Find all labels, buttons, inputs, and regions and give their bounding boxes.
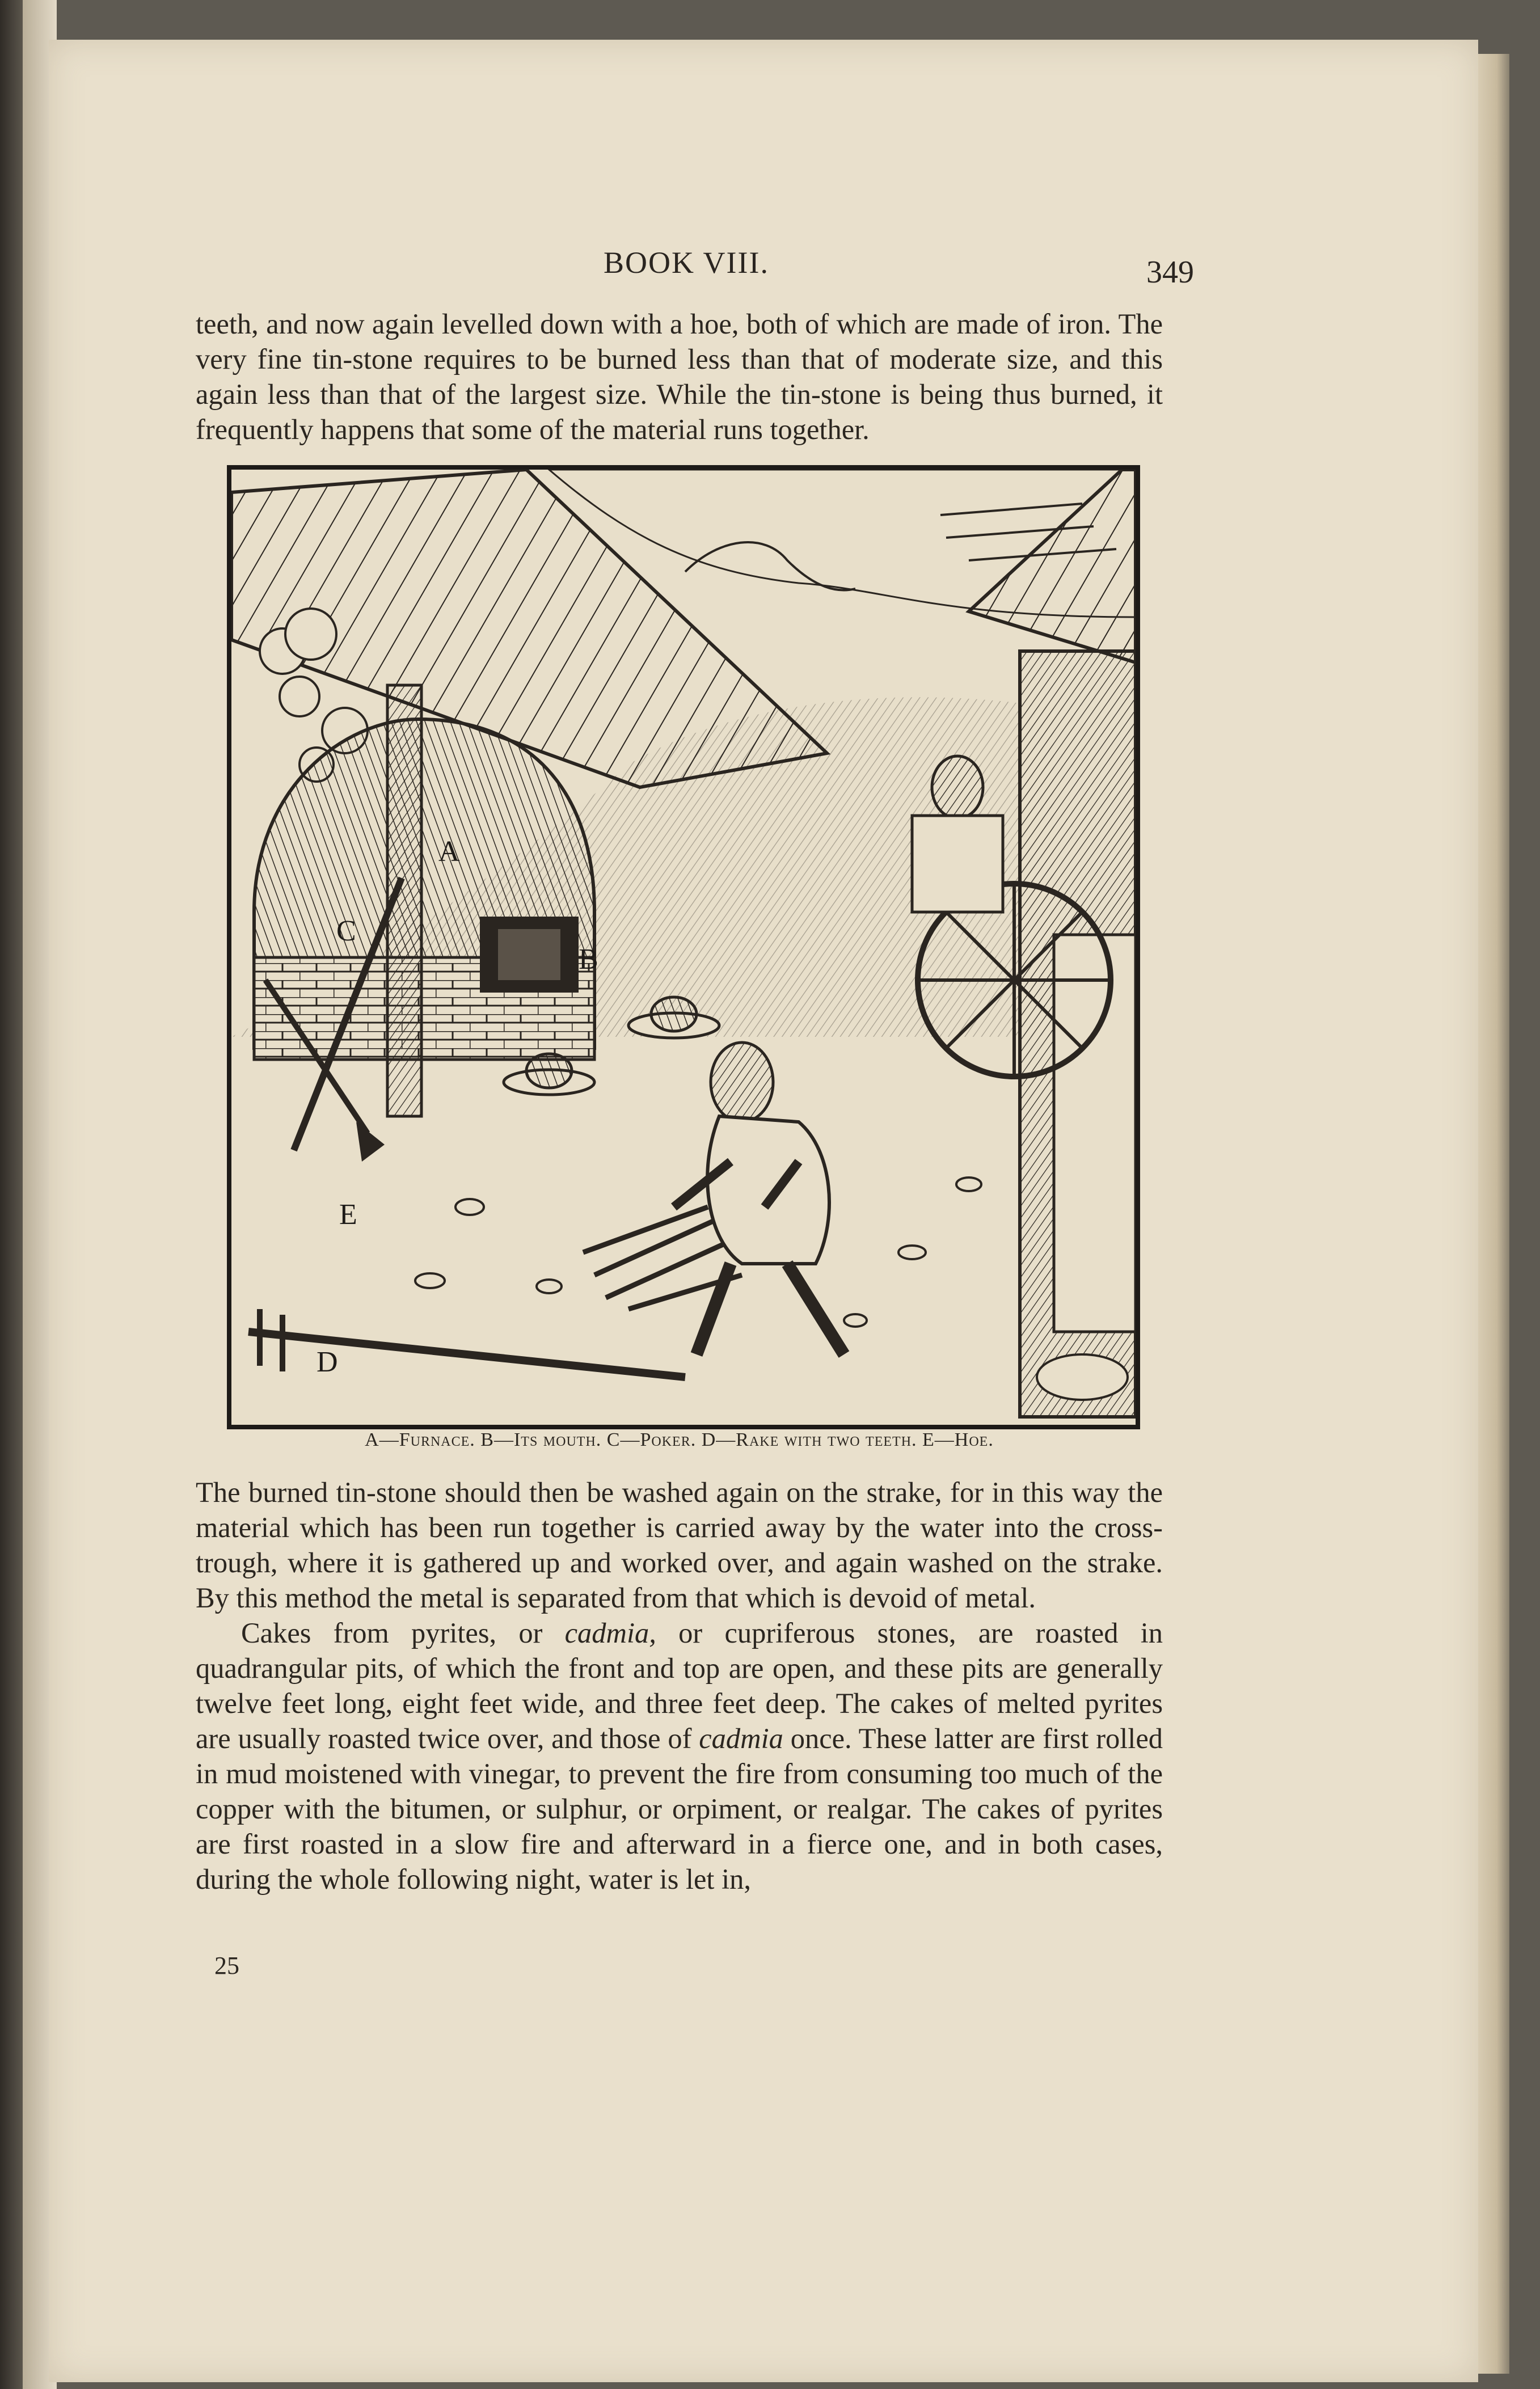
label-e: E [339,1198,357,1231]
italic-term: cadmia [699,1723,783,1754]
label-b: B [579,943,598,976]
label-a: A [438,835,460,868]
signature-mark: 25 [214,1952,239,1979]
paragraph: teeth, and now again levelled down with a hoe, both of which are made of iron. The very fine tin-stone requires to be burned less than that of moderate size, and this again less than that of the largest size. While the tin-stone is being thus burned, it frequently happens that some of the material runs together. [196,308,1163,445]
woodcut-drawing [231,470,1136,1425]
page-number: 349 [1146,255,1194,290]
running-head: BOOK VIII. [604,246,769,280]
figure-caption: A—Furnace. B—Its mouth. C—Poker. D—Rake with two teeth. E—Hoe. [365,1429,994,1450]
body-text-top [196,306,1163,447]
text-run: or cupriferous stones, are roasted in quadrangular pits, of which the front and top are open, and these pits are generally twelve feet long, eight feet wide, and three feet deep. The cakes of melted pyrites are usually roasted twice over, and those of [196,1617,1163,1754]
woodcut-illustration [227,465,1140,1429]
paragraph [196,1615,1163,1897]
label-c: C [336,915,356,947]
paragraph: The burned tin-stone should then be washed again on the strake, for in this way the material which has been run together is carried away by the water into the cross-trough, where it is gathered up and worked over, and again washed on the strake. By this method the metal is separated from that which is devoid of metal. [196,1476,1163,1614]
italic-term: cadmia, [564,1617,656,1649]
body-text-bottom [196,1475,1163,1897]
text-run: once. These latter are first rolled in mud moistened with vinegar, to prevent the fire from consuming too much of the copper with the bitumen, or sulphur, or orpiment, or realgar. The cakes of pyrites are first roasted in a slow fire and afterward in a fierce one, and in both cases, during the whole following night, water is let in, [196,1723,1163,1895]
page-fore-edge [1478,54,1509,2374]
text-run: Cakes from pyrites, or [241,1617,565,1649]
label-d: D [317,1346,338,1378]
